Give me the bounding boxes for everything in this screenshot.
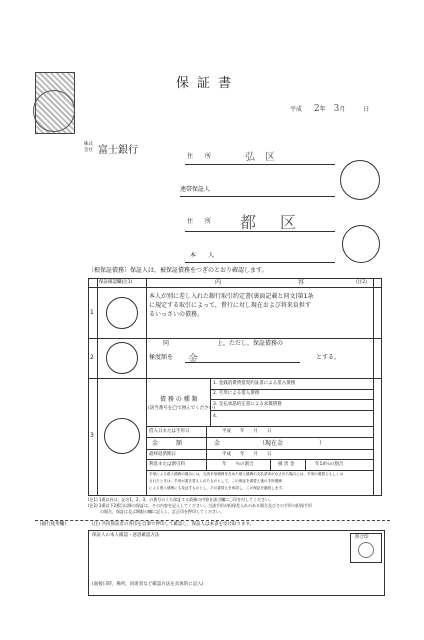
bank-use-divider	[35, 520, 390, 521]
row3-due-value: 平成 年 月 日	[222, 452, 272, 457]
row3-type-3: 3. 支払承諾約定書による求償債務	[213, 402, 282, 407]
confirm-label: 保証人の本人確認・意思確認方法	[92, 533, 160, 538]
row3-amount-label: 金 額	[152, 440, 183, 447]
confirm-seal-stamp	[358, 542, 374, 558]
row-number-1: 1	[90, 309, 94, 316]
confirm-seal-row3[interactable]	[104, 418, 140, 454]
row3-note-3: による借入債務にも及ぼすものとし，その書替えを承認し，この保証を継続します。	[149, 486, 286, 490]
principal-label: 本 人	[190, 252, 215, 259]
header-col3: (注2)	[356, 280, 367, 285]
row3-date-value: 平成 年 月 日	[222, 429, 272, 434]
row3-type-divider	[210, 378, 211, 426]
row2-line-1: 同 上，ただし，保証債務の	[163, 340, 284, 347]
guarantor-line	[180, 196, 335, 197]
confirm-seal-row1[interactable]	[106, 297, 138, 329]
row3-date-line	[146, 437, 374, 438]
row3-note-1: 手形による借入債務の場合には，当該手形債務を含めた借入債務の支払請求がなされた場合には，手形の書替えもしくは	[149, 472, 344, 476]
intro-text: 〔根保証債務〕保証人は，被保証債務をつぎのとおり確認します。	[88, 267, 268, 274]
row3-type-label: 債 務 の 種 類	[160, 396, 198, 403]
row3-label-divider	[206, 426, 207, 470]
row-number-2: 2	[90, 354, 94, 361]
bank-prefix: 株式 会社	[84, 142, 93, 153]
row2-end: とする。	[316, 354, 341, 361]
table-row1-line	[88, 338, 381, 339]
table-col-divider-1	[97, 278, 98, 495]
guarantor-label: 連帯保証人	[180, 186, 211, 193]
footnote-3: の場合，保証は及ぶ期限の欄に記入し，訂正印を押印してください。	[88, 509, 224, 514]
row3-type-note: (該当番号を◯で囲んでください)	[148, 406, 216, 411]
date-month: 3	[333, 104, 340, 114]
row2-amount-line	[185, 362, 300, 363]
row3-type-2: 2. 手形による借入債務	[213, 391, 260, 396]
row3-type-line-1	[210, 389, 373, 390]
table-row2-line	[88, 378, 381, 379]
row3-rate-divider	[270, 459, 271, 470]
date-year: 2	[313, 104, 320, 114]
confirm-seal-row2[interactable]	[106, 342, 138, 374]
row3-amount-value: 金 （現在金 ）	[214, 440, 326, 447]
row3-rate-divider-2	[305, 459, 306, 470]
bank-use-note: (注) 共同保証者の各印を自筆で押印して確認し，保証人は本書を受け取ります。	[92, 522, 255, 527]
row3-type-line-2	[210, 399, 373, 400]
confirm-bottom-note: (面接日時，場所，同席者など確認方法を具体的に記入)	[92, 582, 204, 587]
address-line-2	[185, 231, 335, 232]
header-col1: 保証確認欄(注1)	[99, 280, 133, 285]
footnote-2: (注2) 1番以下2番目以降の保証は，その内容を記入してください。当該手形が担保差入れのある場合及びその手形の担保手形	[88, 503, 313, 508]
address-label-1: 住 所	[187, 153, 212, 160]
table-col-divider-3	[373, 278, 374, 495]
date-era: 平成	[290, 106, 303, 113]
principal-line	[185, 262, 335, 263]
date-line	[290, 106, 369, 113]
table-header-line	[88, 287, 381, 288]
address-value-1: 弘 区	[245, 152, 275, 163]
row2-limit-amount: 金	[188, 354, 198, 365]
row3-note-2: されたときは，手形が書き替えられたものとして，この保証を書替え後の手形債務	[149, 479, 282, 483]
row3-type-4: 4.	[213, 414, 218, 419]
row3-rate-val-3: 年14％の割合	[315, 462, 344, 467]
row3-rate-line	[146, 470, 374, 471]
seal-circle-2	[342, 225, 380, 263]
row1-line-2: に規定する取引によって，貴行に対し現在および将来負担す	[149, 302, 311, 309]
date-year-unit: 年	[319, 106, 326, 113]
document-title: 保証書	[176, 76, 240, 91]
address-line-1	[185, 164, 335, 165]
header-col2-right: 容	[298, 279, 305, 286]
date-day-unit: 日	[363, 106, 370, 113]
row2-limit-label: 極度額を	[149, 354, 174, 361]
confirm-seal-label: 照合印	[355, 535, 369, 540]
address-value-2: 都 区	[240, 213, 301, 232]
address-label-2: 住 所	[187, 218, 212, 225]
row3-due-label: 最終返済期日	[149, 452, 176, 457]
stamp-cancel-seal	[33, 90, 75, 132]
row-number-3: 3	[90, 432, 94, 439]
row3-date-label: 借入日または手形日	[149, 429, 190, 434]
bank-name: 富士銀行	[98, 145, 138, 156]
row3-type-1: 1. 金銭消費貸借契約証書による借入債務	[213, 381, 296, 386]
row3-type-line-3	[210, 410, 373, 411]
row3-rate-val-2: 損 害 金	[278, 462, 295, 467]
row1-line-1: 本人が別に差し入れた銀行取引約定書(裏面記載と同文)第1条	[149, 293, 314, 300]
footnote-1: (注1) 1番以外は，記名1，2，3，の番号のうち保証する債務の内容を該当欄に〇印を付してください。	[88, 497, 274, 502]
header-col2-left: 内	[215, 279, 222, 286]
bank-use-label: (銀行使用欄)	[40, 522, 67, 527]
row3-rate-val-1: 年 ％の割合	[222, 462, 254, 467]
row3-rate-label: 利息または割引料	[149, 462, 185, 467]
row3-types-bottom	[146, 426, 374, 427]
table-col-divider-2	[146, 278, 147, 495]
row1-line-3: るいっさいの債務。	[149, 311, 204, 318]
seal-circle-1	[340, 160, 380, 200]
row3-due-line	[146, 459, 374, 460]
row3-amount-line	[146, 449, 374, 450]
date-month-unit: 月	[339, 106, 346, 113]
